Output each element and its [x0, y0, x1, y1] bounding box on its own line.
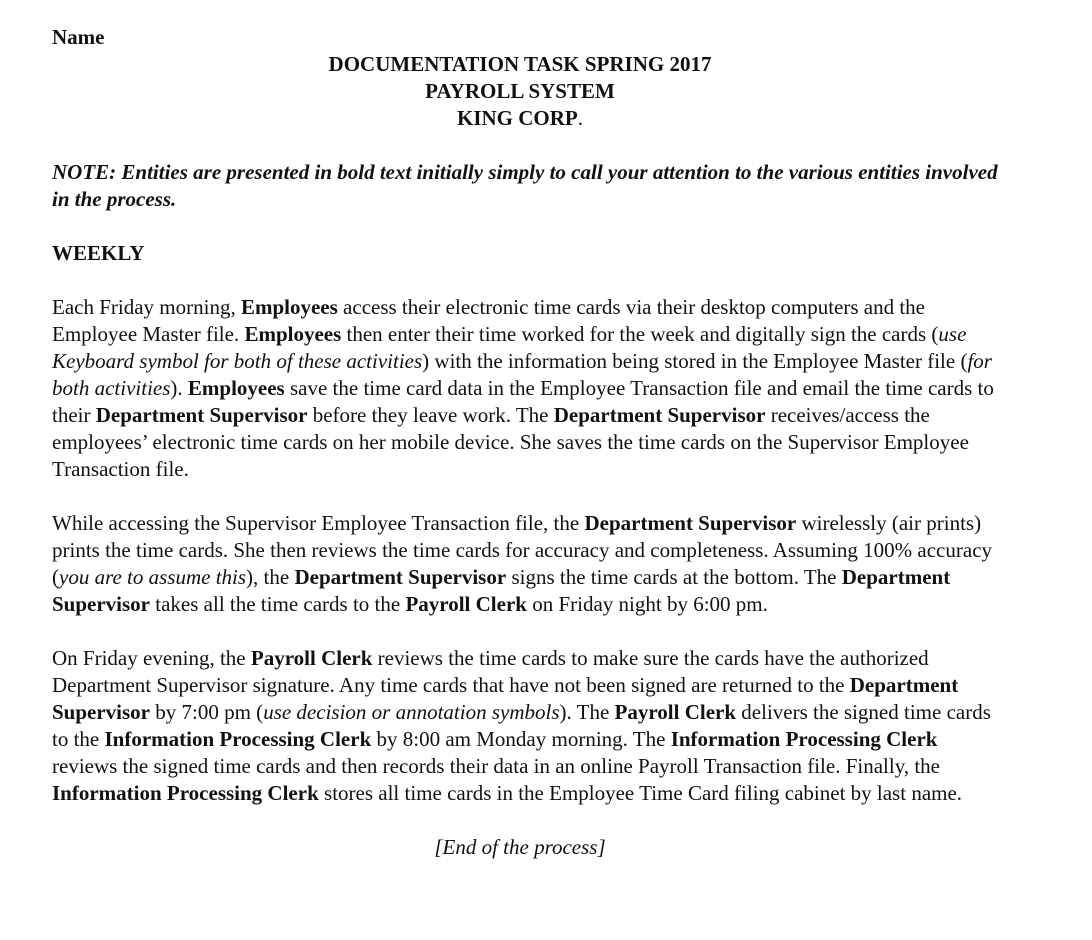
- body-text: signs the time cards at the bottom. The: [506, 565, 842, 589]
- entity-name: Payroll Clerk: [405, 592, 527, 616]
- spacer: [52, 618, 1002, 645]
- entity-name: Employees: [187, 376, 285, 400]
- body-text: ).: [170, 376, 188, 400]
- entity-name: Department Supervisor: [294, 565, 507, 589]
- body-text: delivers the signed time cards to the: [52, 700, 991, 751]
- end-of-process-text: [End of the process]: [434, 835, 606, 859]
- note-paragraph: NOTE: Entities are presented in bold text initially simply to call your attention to the various entities involved in the process.: [52, 160, 998, 211]
- entity-name: Payroll Clerk: [614, 700, 737, 724]
- spacer: [52, 807, 1002, 834]
- body-text: by 7:00 pm (: [150, 700, 264, 724]
- document-page: [52, 24, 1002, 861]
- body-text: stores all time cards in the Employee Time Card filing cabinet by last name.: [318, 781, 963, 805]
- body-text: ). The: [559, 700, 615, 724]
- entity-name: Information Processing Clerk: [52, 781, 319, 805]
- section-heading-weekly: WEEKLY: [52, 241, 145, 265]
- title-line-3-text: KING CORP: [457, 106, 578, 130]
- title-line-3: [52, 105, 988, 132]
- entity-name: Department Supervisor: [553, 403, 766, 427]
- body-text: reviews the time cards to make sure the cards have the authorized Department Supervisor signature. Any time cards that have not been signed are returned to the: [52, 646, 929, 697]
- paragraph-3: [52, 645, 1002, 807]
- document-title: [52, 51, 988, 132]
- entity-name: Department Supervisor: [52, 673, 959, 724]
- entity-name: Information Processing Clerk: [104, 727, 372, 751]
- body-text: takes all the time cards to the: [150, 592, 406, 616]
- spacer: [52, 213, 1002, 240]
- instruction-text: use decision or annotation symbols: [263, 700, 560, 724]
- title-line-2: PAYROLL SYSTEM: [425, 79, 615, 103]
- title-line-1: DOCUMENTATION TASK SPRING 2017: [328, 52, 712, 76]
- entity-name: Employees: [240, 295, 338, 319]
- body-text: ), the: [246, 565, 295, 589]
- body-text: then enter their time worked for the week and digitally sign the cards (: [341, 322, 939, 346]
- name-label: Name: [52, 25, 105, 49]
- entity-name: Department Supervisor: [52, 565, 951, 616]
- body-text: receives/access the employees’ electronic time cards on her mobile device. She saves the time cards on the Supervisor Employee Transaction file.: [52, 403, 969, 481]
- body-text: on Friday night by 6:00 pm.: [526, 592, 768, 616]
- title-line-3-period: .: [577, 106, 583, 130]
- body-text: While accessing the Supervisor Employee Transaction file, the: [52, 511, 585, 535]
- spacer: [52, 483, 1002, 510]
- body-text: On Friday evening, the: [52, 646, 251, 670]
- body-text: reviews the signed time cards and then records their data in an online Payroll Transaction file. Finally, the: [52, 754, 940, 778]
- paragraph-2: [52, 510, 1002, 618]
- instruction-text: use Keyboard symbol for both of these activities: [52, 322, 967, 373]
- instruction-text: for both activities: [52, 349, 992, 400]
- spacer: [52, 132, 1002, 159]
- paragraph-1: [52, 294, 1002, 483]
- instruction-text: you are to assume this: [59, 565, 247, 589]
- body-text: before they leave work. The: [307, 403, 554, 427]
- body-text: save the time card data in the Employee Transaction file and email the time cards to their: [52, 376, 994, 427]
- body-text: wirelessly (air prints) prints the time cards. She then reviews the time cards for accuracy and completeness. Assuming 100% accuracy (: [52, 511, 993, 589]
- body-text: access their electronic time cards via their desktop computers and the Employee Master file.: [52, 295, 925, 346]
- body-text: Each Friday morning,: [52, 295, 241, 319]
- entity-name: Department Supervisor: [584, 511, 797, 535]
- spacer: [52, 267, 1002, 294]
- entity-name: Department Supervisor: [95, 403, 308, 427]
- entity-name: Employees: [244, 322, 342, 346]
- entity-name: Information Processing Clerk: [670, 727, 938, 751]
- body-text: ) with the information being stored in the Employee Master file (: [422, 349, 968, 373]
- entity-name: Payroll Clerk: [250, 646, 373, 670]
- body-text: by 8:00 am Monday morning. The: [371, 727, 671, 751]
